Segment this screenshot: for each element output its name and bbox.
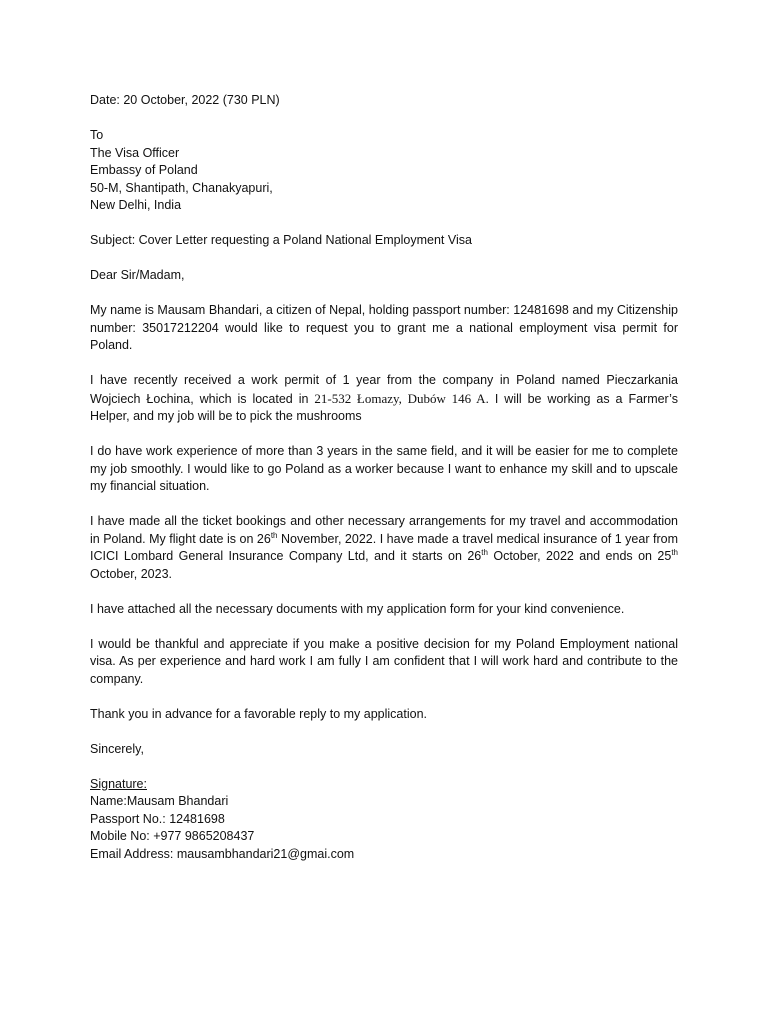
salutation: Dear Sir/Madam, xyxy=(90,268,185,282)
applicant-name: Name:Mausam Bhandari xyxy=(90,794,229,808)
recipient-line-4: New Delhi, India xyxy=(90,198,182,212)
ordinal-suffix: th xyxy=(270,530,278,540)
recipient-line-3: 50-M, Shantipath, Chanakyapuri, xyxy=(90,180,273,195)
ordinal-suffix: th xyxy=(671,547,678,557)
work-permit-text-start: I have recently received a work permit of 1 year from the company in Poland named Pieczarkania Wojciech Łochina, which is located in xyxy=(90,373,678,406)
recipient-line-2: Embassy of Poland xyxy=(90,163,198,177)
ordinal-suffix: th xyxy=(481,547,488,557)
email-address: Email Address: mausambhandari21@gmai.com xyxy=(90,846,355,861)
arrangements-text-1: I have made all the ticket bookings and other necessary arrangements for my travel and accommodation in Poland. My flight date is on 26 xyxy=(90,514,678,546)
arrangements-text-4: October, 2023. xyxy=(90,566,173,581)
passport-number: Passport No.: 12481698 xyxy=(90,811,225,826)
letter-page xyxy=(90,92,678,863)
recipient-address xyxy=(90,127,678,215)
paragraph-thanks: Thank you in advance for a favorable reply to my application. xyxy=(90,706,427,721)
recipient-line-1: The Visa Officer xyxy=(90,145,180,160)
signature-block xyxy=(90,776,678,864)
work-permit-text-end: . I will be working as a Farmer’s Helper, and my job will be to pick the mushrooms xyxy=(90,391,678,423)
signature-label: Signature: xyxy=(90,776,147,791)
mobile-number: Mobile No: +977 9865208437 xyxy=(90,829,255,843)
to-label: To xyxy=(90,128,104,142)
letter-date: Date: 20 October, 2022 (730 PLN) xyxy=(90,93,280,107)
arrangements-text-2: November, 2022. I have made a travel medical insurance of 1 year from ICICI Lombard General Insurance Company Ltd, and it starts on 26 xyxy=(90,531,678,563)
arrangements-text-3: October, 2022 and ends on 25 xyxy=(487,549,672,563)
employer-address: 21-532 Łomazy, Dubów 146 A xyxy=(314,390,486,406)
paragraph-experience: I do have work experience of more than 3 years in the same field, and it will be easier for me to complete my job smoothly. I would like to go Poland as a worker because I want to enhance my skill and to upscale my financial situation. xyxy=(90,444,678,493)
paragraph-documents: I have attached all the necessary documents with my application form for your kind convenience. xyxy=(90,601,625,616)
closing: Sincerely, xyxy=(90,741,144,756)
paragraph-work-permit xyxy=(90,372,678,426)
paragraph-arrangements xyxy=(90,513,678,583)
paragraph-introduction: My name is Mausam Bhandari, a citizen of Nepal, holding passport number: 12481698 and my Citizenship number: 35017212204 would like to request you to grant me a national employment visa permit for Poland. xyxy=(90,303,678,352)
letter-subject: Subject: Cover Letter requesting a Poland National Employment Visa xyxy=(90,233,472,247)
paragraph-request: I would be thankful and appreciate if you make a positive decision for my Poland Employment national visa. As per experience and hard work I am fully I am confident that I will work hard and contribute to the company. xyxy=(90,636,678,686)
